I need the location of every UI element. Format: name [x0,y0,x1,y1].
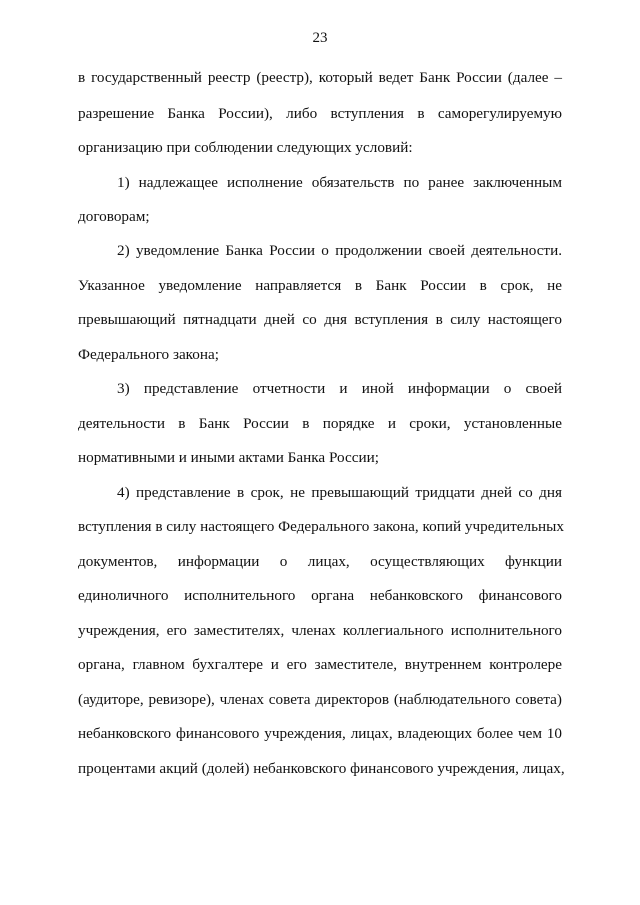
text-line: 1) надлежащее исполнение обязательств по ранее заключенным [117,174,562,191]
text-line: договорам; [78,208,150,225]
text-line: нормативными и иными актами Банка России; [78,449,379,466]
text-line: единоличного исполнительного органа небанковского финансового [78,587,562,604]
text-line: вступления в силу настоящего Федерального закона, копий учредительных [78,518,564,535]
text-line: 3) представление отчетности и иной информации о своей [117,380,562,397]
text-line: 2) уведомление Банка России о продолжении своей деятельности. [117,242,562,259]
text-line: Указанное уведомление направляется в Банк России в срок, не [78,277,562,294]
text-line: разрешение Банка России), либо вступления в саморегулируемую [78,105,562,122]
text-line: Федерального закона; [78,346,219,363]
page-number: 23 [312,30,328,46]
text-line: организацию при соблюдении следующих условий: [78,139,413,156]
text-line: процентами акций (долей) небанковского финансового учреждения, лицах, [78,760,565,777]
text-line: (аудиторе, ревизоре), членах совета директоров (наблюдательного совета) [78,691,562,708]
text-line: 4) представление в срок, не превышающий тридцати дней со дня [117,484,562,501]
text-line: превышающий пятнадцати дней со дня вступления в силу настоящего [78,311,562,328]
text-line: учреждения, его заместителях, членах коллегиального исполнительного [78,622,562,639]
text-line: небанковского финансового учреждения, лицах, владеющих более чем 10 [78,725,562,742]
text-line: документов, информации о лицах, осуществляющих функции [78,553,562,570]
text-line: органа, главном бухгалтере и его заместителе, внутреннем контролере [78,656,562,673]
text-line: в государственный реестр (реестр), который ведет Банк России (далее – [78,69,562,86]
text-line: деятельности в Банк России в порядке и сроки, установленные [78,415,562,432]
